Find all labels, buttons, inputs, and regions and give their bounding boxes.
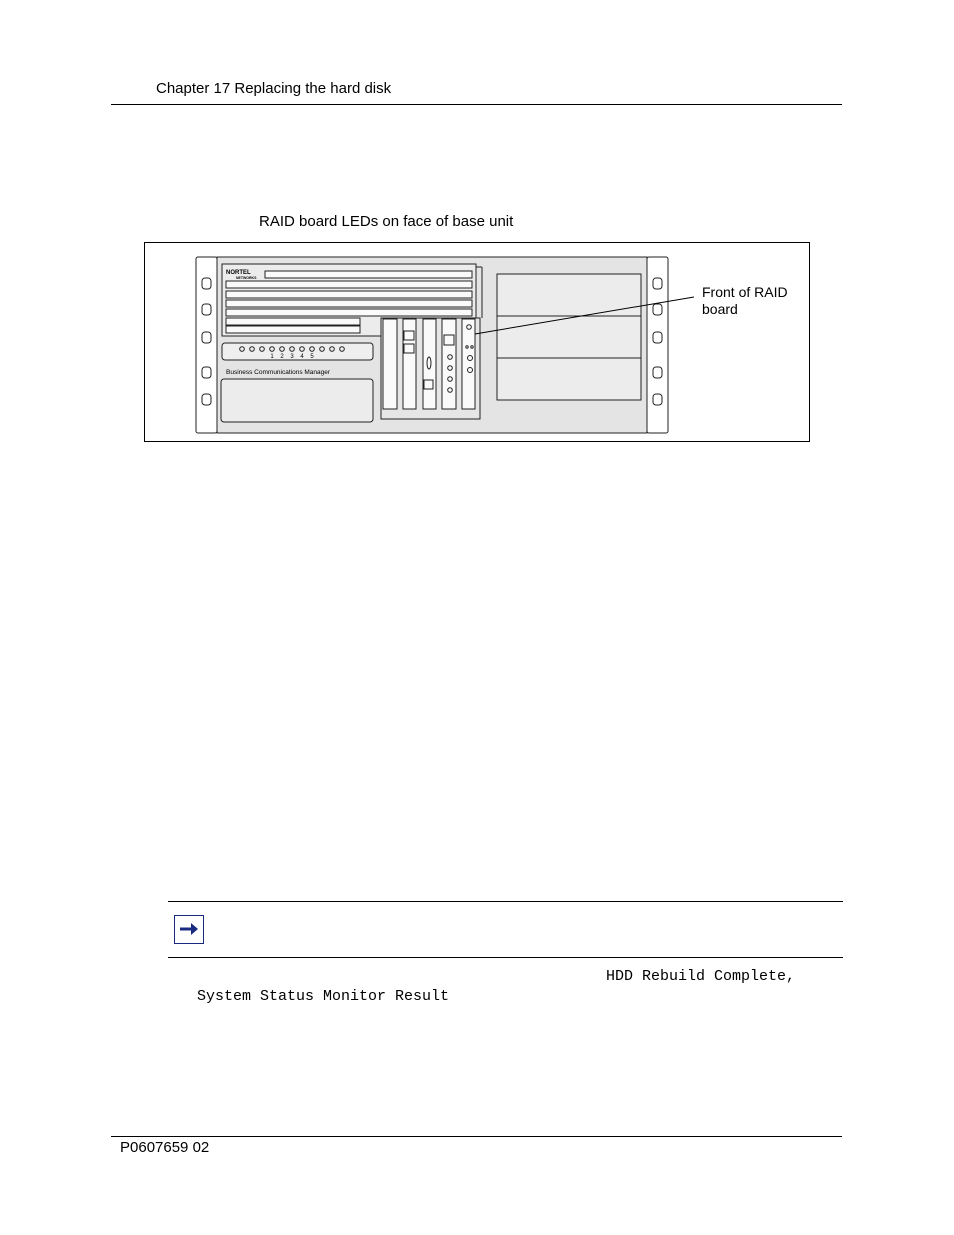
- figure-caption: RAID board LEDs on face of base unit: [259, 213, 514, 230]
- figure-frame: [144, 242, 810, 442]
- code-hdd-rebuild: HDD Rebuild Complete,: [606, 968, 796, 985]
- led-label: 2: [280, 354, 284, 360]
- arrow-right-icon: [174, 915, 204, 944]
- left-rack-ear: [196, 257, 217, 433]
- led-label: 3: [290, 354, 294, 360]
- running-header: Chapter 17 Replacing the hard disk: [156, 80, 392, 97]
- product-label: Business Communications Manager: [226, 369, 331, 376]
- front-drive-bay: [221, 379, 373, 422]
- led-strip: [222, 343, 373, 360]
- led-label: 1: [270, 354, 274, 360]
- brand-logo: NORTEL: [226, 270, 251, 276]
- callout-label: Front of RAID board: [702, 284, 788, 317]
- led-label: 5: [310, 354, 314, 360]
- base-unit-illustration: [145, 243, 811, 443]
- note-bottom-rule: [168, 957, 843, 958]
- code-status-monitor: System Status Monitor Result: [197, 988, 450, 1005]
- raid-board-face: [462, 319, 475, 409]
- note-top-rule: [168, 901, 843, 902]
- led-label: 4: [300, 354, 304, 360]
- header-rule: [111, 104, 842, 105]
- drive-bays: [497, 274, 641, 400]
- footer-rule: [111, 1136, 842, 1137]
- right-rack-ear: [647, 257, 668, 433]
- document-number: P0607659 02: [120, 1139, 210, 1156]
- svg-text:NETWORKS: NETWORKS: [236, 276, 257, 280]
